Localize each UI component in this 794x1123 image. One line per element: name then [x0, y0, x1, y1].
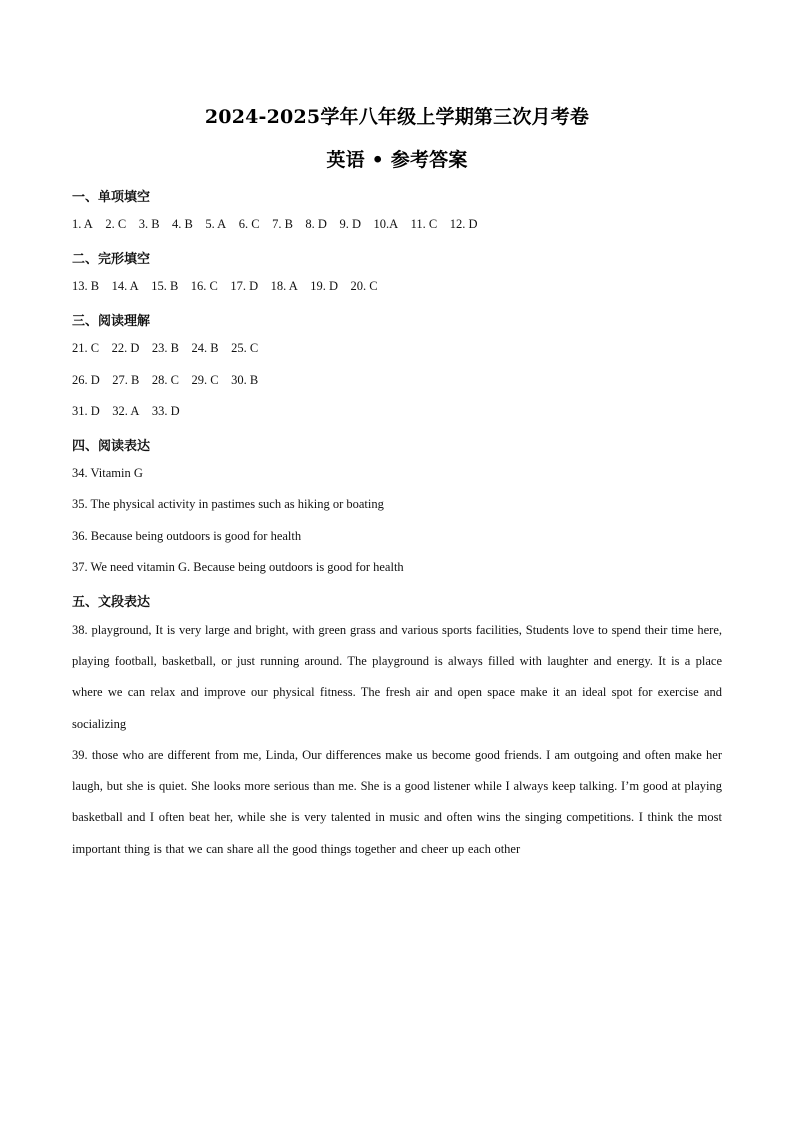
- page-title: 2024-2025学年八年级上学期第三次月考卷: [204, 106, 590, 128]
- answer-item: 4. B: [172, 217, 193, 231]
- answer-item: 1. A: [72, 217, 93, 231]
- answer-item: 14. A: [111, 279, 139, 293]
- answer-item: 28. C: [151, 373, 179, 387]
- answer-item: 23. B: [151, 341, 179, 355]
- answers-reading-row2: [72, 373, 271, 388]
- answers-reading-row3: [72, 404, 192, 419]
- answer-item: 17. D: [230, 279, 259, 293]
- answer-item: 9. D: [339, 217, 361, 231]
- answer-item: 25. C: [231, 341, 259, 355]
- answer-item: 10.A: [373, 217, 399, 231]
- section-heading-single-choice: 一、单项填空: [72, 190, 151, 205]
- answer-item: 6. C: [238, 217, 260, 231]
- answer-item: 31. D: [72, 404, 100, 418]
- section-heading-reading-expression: 四、阅读表达: [72, 439, 151, 454]
- answer-item: 29. C: [191, 373, 219, 387]
- answer-item: 24. B: [191, 341, 219, 355]
- answer-38-paragraph: 38. playground, It is very large and bright, with green grass and various sports facilities, Students love to spend their time here, playing football, basketball, or just running around. The playground is always filled with laughter and energy. It is a place where we can relax and improve our physical fitness. The fresh air and open space make it an ideal spot for exercise and socializing: [72, 623, 722, 731]
- answer-item: 21. C: [72, 341, 100, 355]
- answer-item: 7. B: [272, 217, 293, 231]
- answer-37: 37. We need vitamin G. Because being outdoors is good for health: [72, 560, 404, 574]
- answer-item: 2. C: [105, 217, 127, 231]
- answer-34: 34. Vitamin G: [72, 466, 143, 480]
- answer-39-paragraph: 39. those who are different from me, Linda, Our differences make us become good friends. I am outgoing and often make her laugh, but she is quiet. She looks more serious than me. She is a good listener while I always keep talking. I’m good at playing basketball and I often beat her, while she is very talented in music and often wins the singing competitions. I think the most important thing is that we can share all the good things together and cheer up each other: [72, 748, 722, 856]
- answer-35: 35. The physical activity in pastimes such as hiking or boating: [72, 497, 384, 511]
- answer-item: 5. A: [205, 217, 227, 231]
- answer-item: 26. D: [72, 373, 100, 387]
- answer-item: 8. D: [305, 217, 327, 231]
- section-heading-writing: 五、文段表达: [72, 595, 151, 610]
- section-heading-reading: 三、阅读理解: [72, 314, 151, 329]
- answer-item: 19. D: [310, 279, 339, 293]
- answer-item: 22. D: [111, 341, 140, 355]
- answers-single-choice: [72, 217, 490, 232]
- answer-item: 33. D: [151, 404, 180, 418]
- answer-item: 18. A: [270, 279, 298, 293]
- answer-item: 30. B: [231, 373, 259, 387]
- answer-item: 15. B: [151, 279, 179, 293]
- answer-item: 27. B: [112, 373, 140, 387]
- answer-item: 20. C: [350, 279, 378, 293]
- answers-cloze: [72, 279, 390, 294]
- section-heading-cloze: 二、完形填空: [72, 252, 151, 267]
- answer-item: 13. B: [72, 279, 100, 293]
- answer-item: 11. C: [410, 217, 438, 231]
- page-subtitle: 英语 • 参考答案: [326, 149, 468, 171]
- answers-reading-row1: [72, 341, 271, 356]
- answer-item: 12. D: [449, 217, 478, 231]
- answer-item: 16. C: [190, 279, 218, 293]
- answer-item: 3. B: [138, 217, 160, 231]
- answer-36: 36. Because being outdoors is good for health: [72, 529, 302, 543]
- answer-item: 32. A: [112, 404, 140, 418]
